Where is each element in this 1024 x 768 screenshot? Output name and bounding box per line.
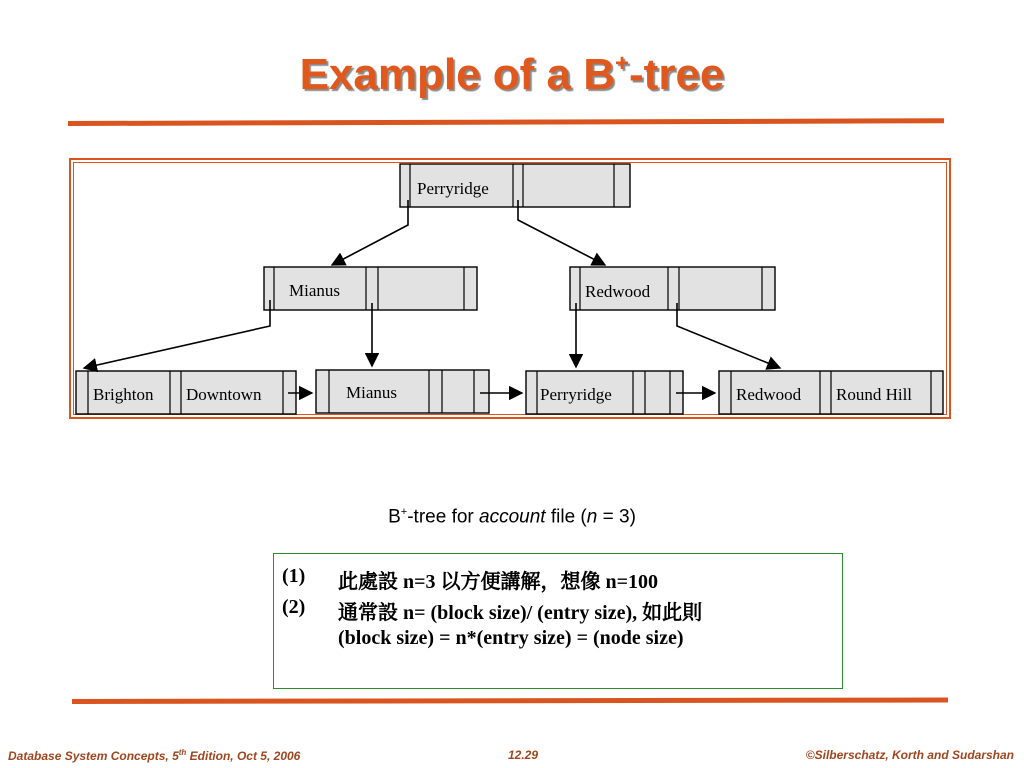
note-2-number: (2) [282, 596, 306, 618]
internal-right-key: Redwood [585, 282, 651, 301]
leaf-4-key-1: Redwood [736, 385, 802, 404]
leaf-1-key-1: Brighton [93, 385, 154, 404]
root-node [400, 164, 630, 207]
notes-box [273, 553, 843, 689]
leaf-2-key-1: Mianus [346, 383, 397, 402]
caption-prefix: B [388, 506, 401, 528]
leaf-node-3 [526, 371, 683, 414]
edge-root-to-left [332, 200, 408, 265]
edge-root-to-right [518, 200, 605, 265]
caption-superscript: + [400, 506, 408, 518]
footer-left [8, 748, 300, 763]
note-1-number: (1) [282, 565, 306, 587]
leaf-node-2 [316, 370, 489, 413]
edge-left-to-leaf-1 [84, 300, 270, 368]
caption-italic-word: account [479, 506, 546, 528]
footer-left-sup: th [178, 748, 187, 757]
caption-suffix: = 3) [597, 506, 636, 528]
leaf-4-key-2: Round Hill [836, 385, 913, 404]
root-key: Perryridge [417, 179, 489, 198]
footer-left-a: Database System Concepts, 5 [8, 749, 179, 763]
note-3-text: (block size) = n*(entry size) = (node size) [338, 627, 684, 649]
footer-left-b: Edition, Oct 5, 2006 [186, 749, 301, 763]
leaf-3-key-1: Perryridge [540, 385, 612, 404]
caption-italic-n: n [586, 506, 598, 528]
footer-page-number: 12.29 [508, 748, 539, 762]
leaf-1-key-2: Downtown [186, 385, 262, 404]
diagram-caption [0, 506, 1024, 528]
footer-right: ©Silberschatz, Korth and Sudarshan [805, 748, 1014, 762]
caption-after-italic: file ( [545, 506, 587, 528]
caption-middle: -tree for [407, 506, 480, 528]
leaf-node-4 [719, 371, 943, 414]
internal-left-key: Mianus [289, 281, 340, 300]
internal-node-left [264, 267, 477, 310]
title-superscript: + [615, 50, 630, 77]
note-2-text: 通常設 n= (block size)/ (entry size), 如此則 [338, 602, 703, 624]
title-main: Example of a B [299, 50, 616, 99]
leaf-node-1 [76, 371, 296, 414]
note-1-text: 此處設 n=3 以方便講解，想像 n=100 [338, 571, 659, 593]
internal-node-right [570, 267, 775, 310]
edge-right-to-leaf-4 [677, 303, 780, 368]
title-tail: -tree [629, 50, 725, 99]
